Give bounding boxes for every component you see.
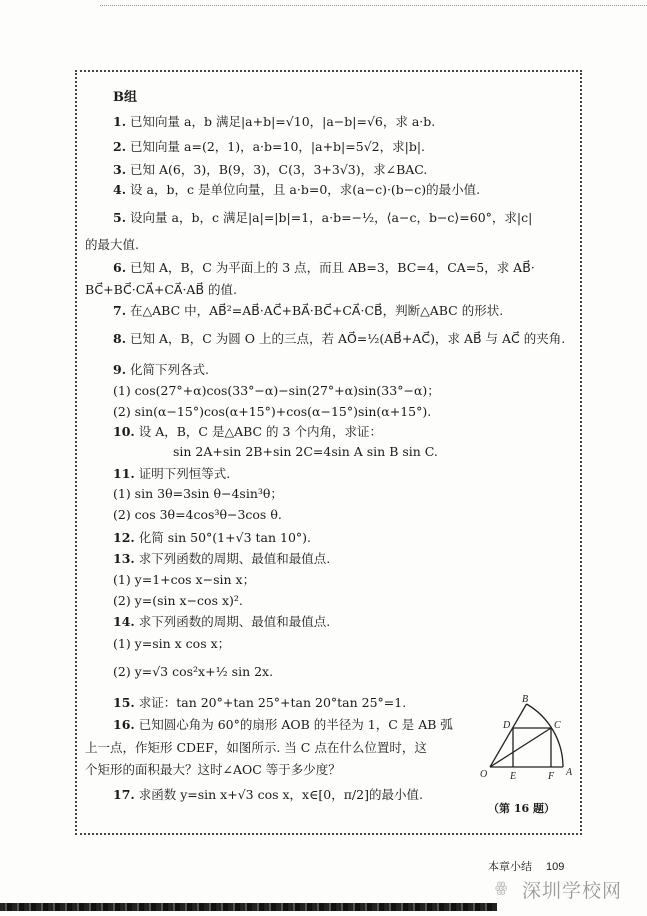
- exercise-number: 1.: [113, 114, 127, 129]
- exercise-line: [85, 739, 427, 757]
- exercise-line: [113, 138, 425, 156]
- figure-caption: （第 16 题）: [488, 802, 555, 815]
- exercise-text: 设 a，b，c 是单位向量，且 a·b=0，求(a−c)·(b−c)的最小值.: [130, 182, 481, 197]
- exercise-line: [113, 613, 330, 631]
- exercise-line: [85, 281, 237, 299]
- exercise-number: 11.: [113, 466, 135, 481]
- label-B: B: [522, 694, 529, 705]
- exercise-number: 17.: [113, 787, 135, 802]
- line-OB: [490, 704, 527, 767]
- exercise-line: [113, 423, 382, 441]
- exercise-text: 设向量 a，b，c 满足|a|=|b|=1，a·b=−½，⟨a−c，b−c⟩=60°，求|c|: [130, 210, 533, 225]
- exercise-line: [113, 506, 282, 524]
- exercise-text: BC⃗+BC⃗·CA⃗+CA⃗·AB⃗ 的值.: [85, 282, 237, 297]
- exercise-line: [113, 259, 535, 277]
- exercise-number: 5.: [113, 210, 127, 225]
- exercise-number: 16.: [113, 717, 135, 732]
- exercise-line: [113, 382, 440, 400]
- exercise-line: [113, 403, 431, 421]
- exercise-text: (2) y=(sin x−cos x)².: [113, 593, 243, 608]
- exercise-text: (2) sin(α−15°)cos(α+15°)+cos(α−15°)sin(α+15°).: [113, 404, 432, 419]
- exercise-text: 已知 A，B，C 为圆 O 上的三点，若 AO⃗=½(AB⃗+AC⃗)，求 AB⃗ 与 AC⃗ 的夹角.: [130, 331, 566, 346]
- arc-AB: [527, 704, 564, 767]
- exercise-number: 8.: [113, 331, 127, 346]
- exercise-line: [113, 302, 503, 320]
- exercise-text: 个矩形的面积最大？这时∠AOC 等于多少度？: [85, 762, 341, 777]
- exercise-text: 已知向量 a=(2，1)，a·b=10，|a+b|=5√2，求|b|.: [130, 139, 426, 154]
- exercise-line: [113, 181, 480, 199]
- figure-sector-diagram: [470, 690, 580, 790]
- label-A: A: [566, 767, 573, 778]
- exercise-number: 15.: [113, 695, 135, 710]
- exercise-text: (1) cos(27°+α)cos(33°−α)−sin(27°+α)sin(33°−α)；: [113, 383, 440, 398]
- exercise-line: [113, 592, 243, 610]
- exercise-text: 求下列函数的周期、最值和最值点.: [138, 614, 331, 629]
- exercise-line: [113, 635, 230, 653]
- exercise-line: [113, 361, 209, 379]
- exercise-number: 7.: [113, 303, 127, 318]
- exercise-text: (1) y=sin x cos x；: [113, 636, 231, 651]
- exercise-line: [113, 571, 255, 589]
- exercise-text: 上一点，作矩形 CDEF，如图所示. 当 C 点在什么位置时，这: [85, 740, 427, 755]
- exercise-number: 10.: [113, 424, 135, 439]
- exercise-line: [113, 485, 283, 503]
- exercise-number: 14.: [113, 614, 135, 629]
- exercise-text: 已知 A，B，C 为平面上的 3 点，而且 AB=3，BC=4，CA=5，求 AB⃗·: [130, 260, 535, 275]
- exercise-text: (2) y=√3 cos²x+½ sin 2x.: [113, 664, 274, 679]
- label-O: O: [480, 769, 488, 780]
- exercise-line: [85, 761, 341, 779]
- exercise-line: [113, 786, 423, 804]
- exercise-number: 6.: [113, 260, 127, 275]
- exercise-number: 2.: [113, 139, 127, 154]
- label-C: C: [554, 720, 561, 731]
- label-F: F: [548, 771, 555, 782]
- exercise-line: [113, 529, 311, 547]
- exercise-number: 12.: [113, 530, 135, 545]
- exercise-text: 证明下列恒等式.: [138, 466, 231, 481]
- watermark: 深圳学校网: [522, 880, 623, 902]
- exercise-text: sin 2A+sin 2B+sin 2C=4sin A sin B sin C.: [173, 444, 438, 459]
- exercise-text: 求下列函数的周期、最值和最值点.: [138, 551, 331, 566]
- exercise-text: 化简下列各式.: [130, 362, 210, 377]
- exercise-text: 已知 A(6，3)，B(9，3)，C(3，3+3√3)，求∠BAC.: [130, 162, 428, 177]
- page-footer: [488, 858, 564, 874]
- label-D: D: [503, 720, 511, 731]
- scan-edge-line: [100, 5, 647, 6]
- exercise-text: (1) sin 3θ=3sin θ−4sin³θ；: [113, 486, 283, 501]
- exercise-number: 9.: [113, 362, 127, 377]
- chapter-name: 本章小结: [488, 860, 532, 873]
- exercise-number: 3.: [113, 162, 127, 177]
- line-OC: [490, 728, 551, 767]
- exercise-line: [113, 465, 230, 483]
- exercise-line: [173, 443, 438, 461]
- exercise-text: 已知圆心角为 60°的扇形 AOB 的半径为 1，C 是 AB 弧: [138, 717, 453, 732]
- exercise-line: [113, 330, 565, 348]
- exercise-line: [113, 209, 532, 227]
- exercise-text: 求证：tan 20°+tan 25°+tan 20°tan 25°=1.: [138, 695, 407, 710]
- label-E: E: [510, 771, 517, 782]
- scan-bottom-band: [0, 903, 497, 911]
- exercise-line: [85, 236, 139, 254]
- exercise-line: [113, 663, 273, 681]
- exercise-line: [113, 113, 435, 131]
- exercise-text: 的最大值.: [85, 237, 139, 252]
- exercise-text: 设 A，B，C 是△ABC 的 3 个内角，求证：: [138, 424, 382, 439]
- exercise-text: 化简 sin 50°(1+√3 tan 10°).: [138, 530, 312, 545]
- exercise-text: (1) y=1+cos x−sin x；: [113, 572, 256, 587]
- exercise-text: (2) cos 3θ=4cos³θ−3cos θ.: [113, 507, 282, 522]
- exercise-line: [113, 161, 427, 179]
- exercise-line: [113, 716, 453, 734]
- exercise-line: [113, 694, 406, 712]
- exercise-text: 在△ABC 中，AB⃗²=AB⃗·AC⃗+BA⃗·BC⃗+CA⃗·CB⃗，判断△ABC 的形状.: [130, 303, 504, 318]
- wechat-icon: ꙮ: [495, 880, 508, 896]
- exercise-line: [113, 550, 330, 568]
- exercise-text: 求函数 y=sin x+√3 cos x，x∈[0，π/2]的最小值.: [138, 787, 423, 802]
- exercise-number: 13.: [113, 551, 135, 566]
- section-title: B组: [113, 90, 137, 105]
- exercise-number: 4.: [113, 182, 127, 197]
- exercise-text: 已知向量 a，b 满足|a+b|=√10，|a−b|=√6，求 a·b.: [130, 114, 436, 129]
- page-number: 109: [546, 861, 565, 873]
